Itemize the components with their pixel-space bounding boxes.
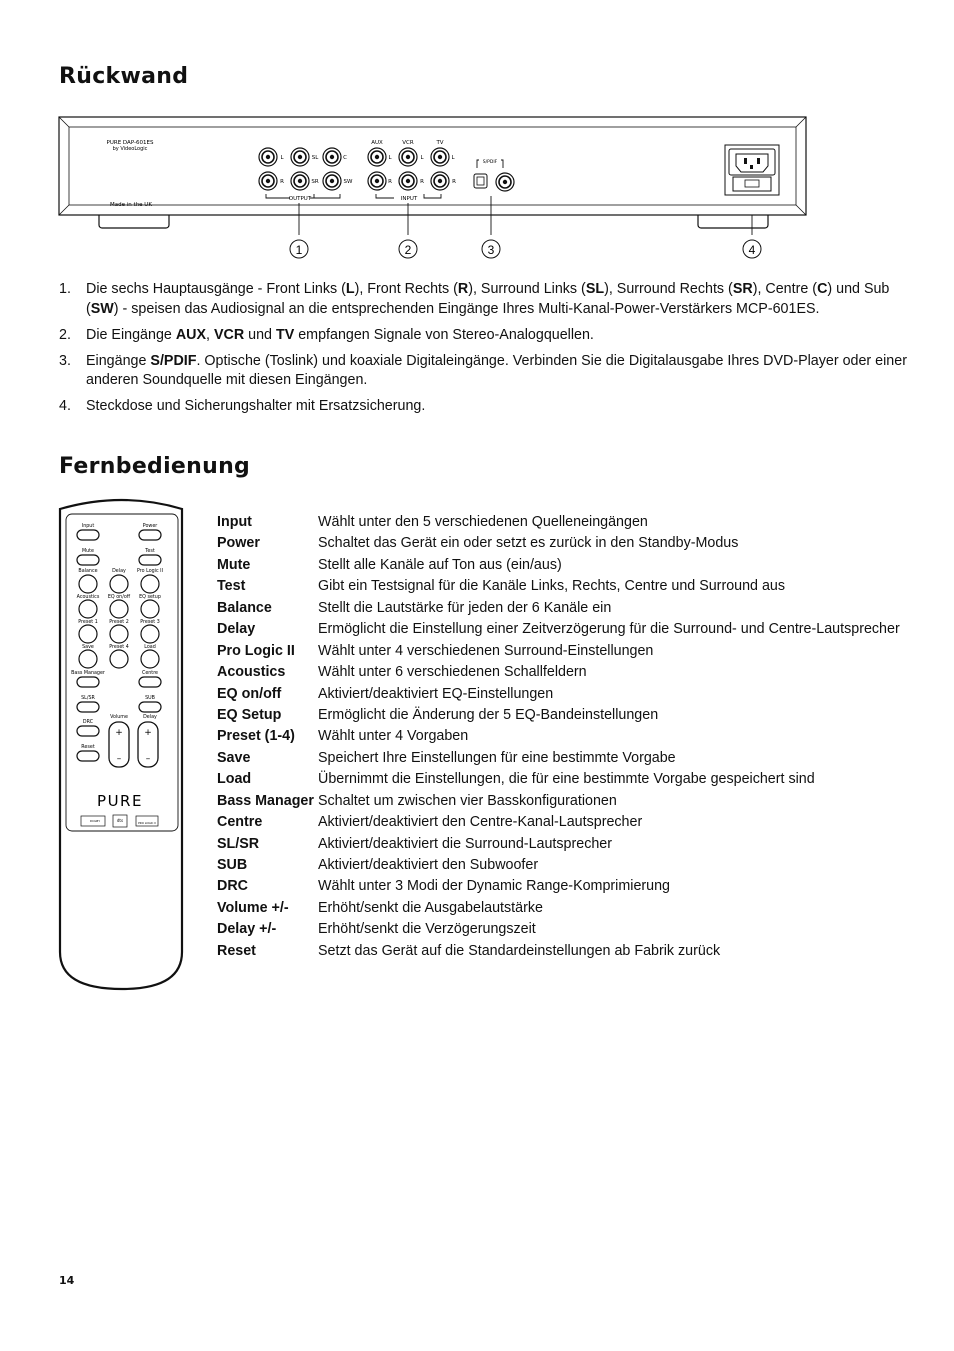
function-term: Balance <box>217 599 272 616</box>
output-label: OUTPUT <box>288 196 312 202</box>
remote-button-label: Test <box>145 549 155 554</box>
jack-label: L <box>451 155 455 161</box>
function-description: Wählt unter 4 verschiedenen Surround-Einstellungen <box>318 642 654 659</box>
panel-made-in-text: Made in the UK <box>110 202 152 208</box>
function-row <box>217 876 900 897</box>
sl-sr-button[interactable] <box>77 702 99 712</box>
function-term: Delay <box>217 621 256 638</box>
remote-button-label: Volume <box>110 715 128 720</box>
function-row <box>217 662 900 683</box>
function-row <box>217 684 900 705</box>
function-description: Wählt unter den 5 verschiedenen Quelleneingängen <box>318 514 648 530</box>
function-term: Power <box>217 535 260 552</box>
function-description: Aktiviert/deaktiviert den Centre-Kanal-Lautsprecher <box>318 814 643 831</box>
save-button[interactable] <box>79 650 97 668</box>
acoustics-button[interactable] <box>79 600 97 618</box>
remote-button-label: Reset <box>81 745 95 750</box>
jack-label: R <box>388 179 392 185</box>
list-item-number: 3. <box>59 352 71 369</box>
function-description: Setzt das Gerät auf die Standardeinstellungen ab Fabrik zurück <box>318 942 721 959</box>
aux-label: AUX <box>371 140 383 146</box>
remote-button-label: DRC <box>82 720 94 725</box>
page-number: 14 <box>59 1274 75 1287</box>
function-row <box>217 598 900 619</box>
panel-brand-text: PURE DAP-601ES <box>106 140 154 146</box>
function-row <box>217 834 900 855</box>
jack-tv-r <box>431 172 456 190</box>
list-item-emphasis: TV <box>275 326 295 343</box>
list-item-text <box>86 280 909 319</box>
function-row <box>217 812 900 833</box>
function-description: Wählt unter 4 Vorgaben <box>318 728 469 745</box>
function-row <box>217 576 900 597</box>
list-item-fragment: Die sechs Hauptausgänge - Front Links ( <box>86 281 346 297</box>
function-term: DRC <box>217 878 248 895</box>
plus-icon: + <box>144 728 152 738</box>
remote-button-label: Pro Logic II <box>136 569 164 574</box>
list-item-number: 1. <box>59 281 71 297</box>
preset-4-button[interactable] <box>110 650 128 668</box>
delay-button[interactable] <box>110 575 128 593</box>
list-item-text <box>86 326 909 346</box>
list-item <box>59 280 909 319</box>
function-term: Volume +/- <box>217 899 289 916</box>
jack-vcr-l <box>399 148 424 166</box>
function-description: Speichert Ihre Einstellungen für eine bestimmte Vorgabe <box>318 749 676 766</box>
rear-panel-list <box>59 280 909 423</box>
preset-3-button[interactable] <box>141 625 159 643</box>
function-term: Centre <box>217 814 263 831</box>
vcr-label: VCR <box>402 140 414 146</box>
jacks-group <box>259 148 514 191</box>
function-term: EQ Setup <box>217 706 282 723</box>
function-description: Stellt die Lautstärke für jeden der 6 Kanäle ein <box>318 599 612 616</box>
function-description: Übernimmt die Einstellungen, die für eine bestimmte Vorgabe gespeichert sind <box>318 771 815 788</box>
dolby-digital-logo: DOLBY <box>89 819 101 823</box>
list-item-text <box>86 397 909 417</box>
remote-button-label: Mute <box>81 549 95 554</box>
list-item-fragment: , <box>206 326 214 343</box>
remote-button-label: Preset 3 <box>140 620 160 625</box>
function-description: Schaltet um zwischen vier Basskonfigurationen <box>318 792 617 809</box>
svg-text:4: 4 <box>748 243 756 257</box>
function-description: Gibt ein Testsignal für die Kanäle Links, Rechts, Centre und Surround aus <box>318 578 786 595</box>
list-item <box>59 352 909 391</box>
list-item <box>59 397 909 417</box>
section-title-fernbedienung: Fernbedienung <box>59 454 251 479</box>
function-term: Load <box>217 771 252 788</box>
jack-label: R <box>280 179 284 185</box>
function-term: Acoustics <box>217 664 286 681</box>
reset-button[interactable] <box>77 751 99 761</box>
preset-1-button[interactable] <box>79 625 97 643</box>
panel-brand-subtext: by VideoLogic <box>112 146 148 152</box>
section-title-rueckwand: Rückwand <box>59 64 189 89</box>
remote-button-label: Preset 2 <box>109 620 129 625</box>
jack-output-c <box>323 148 347 166</box>
function-term: Preset (1-4) <box>217 728 295 745</box>
plus-icon: + <box>115 728 123 738</box>
remote-function-table <box>217 512 900 962</box>
callout-1 <box>290 240 308 258</box>
remote-button-label: Bass Manager <box>71 671 105 676</box>
list-item-emphasis: S/PDIF <box>150 352 197 369</box>
list-item <box>59 326 909 346</box>
jack-label: R <box>452 179 456 185</box>
list-item-fragment: empfangen Signale von Stereo-Analogquellen. <box>294 326 594 343</box>
remote-button-label: Preset 1 <box>78 620 98 625</box>
preset-2-button[interactable] <box>110 625 128 643</box>
function-row <box>217 855 900 876</box>
input-button[interactable] <box>77 530 99 540</box>
remote-button-label: SUB <box>145 696 155 701</box>
function-term: Delay +/- <box>217 921 277 938</box>
remote-button-label: Load <box>144 645 156 650</box>
jack-label: SL <box>311 155 319 161</box>
function-description: Schaltet das Gerät ein oder setzt es zurück in den Standby-Modus <box>318 535 739 552</box>
input-label: INPUT <box>400 196 418 202</box>
list-item-fragment: ), Surround Links ( <box>468 281 586 297</box>
volume-rocker[interactable] <box>109 722 129 767</box>
remote-control-diagram <box>57 497 187 992</box>
function-term: Test <box>217 578 246 595</box>
jack-label: C <box>343 155 347 161</box>
remote-button-label: EQ on/off <box>107 595 131 600</box>
list-item-emphasis: C <box>817 281 828 297</box>
jack-spdif-coaxial <box>496 173 514 191</box>
remote-button-label: SL/SR <box>81 696 95 701</box>
jack-label: R <box>420 179 424 185</box>
remote-brand-text: PURE <box>97 792 143 810</box>
jack-output-r <box>259 172 284 190</box>
function-description: Ermöglicht die Einstellung einer Zeitverzögerung für die Surround- und Centre-Lautsprecher <box>318 621 900 638</box>
list-item-emphasis: SW <box>90 300 114 317</box>
list-item-fragment: . Optische (Toslink) und koaxiale Digitaleingänge. Verbinden Sie die Digitalausgabe Ihres DVD-Player oder einer anderen Soundquelle mit diesen Eingängen. <box>86 352 907 388</box>
function-description: Wählt unter 3 Modi der Dynamic Range-Komprimierung <box>318 878 671 895</box>
list-item-fragment: Die Eingänge <box>86 326 176 343</box>
function-description: Aktiviert/deaktiviert den Subwoofer <box>318 857 539 873</box>
remote-button-label: Delay <box>112 569 126 574</box>
remote-button-label: Save <box>82 645 94 650</box>
function-row <box>217 619 900 640</box>
eq-on-off-button[interactable] <box>110 600 128 618</box>
list-item-fragment: Steckdose und Sicherungshalter mit Ersatzsicherung. <box>86 398 426 414</box>
tv-label: TV <box>436 140 444 146</box>
jack-output-l <box>259 148 284 166</box>
spdif-label: S/PDIF <box>482 160 498 165</box>
function-row <box>217 919 900 940</box>
function-term: Save <box>217 749 251 766</box>
function-term: Reset <box>217 942 256 959</box>
function-term: EQ on/off <box>217 685 282 702</box>
svg-text:3: 3 <box>487 243 495 257</box>
remote-button-label: Power <box>142 524 158 529</box>
dts-logo: dts <box>116 818 124 823</box>
list-item-emphasis: VCR <box>213 326 245 343</box>
function-term: Mute <box>217 556 251 573</box>
jack-label: SW <box>343 179 353 185</box>
function-description: Erhöht/senkt die Verzögerungszeit <box>318 921 536 938</box>
jack-aux-l <box>368 148 392 166</box>
list-item-number: 4. <box>59 398 71 414</box>
function-row <box>217 555 900 576</box>
function-row <box>217 705 900 726</box>
function-term: Input <box>217 514 252 530</box>
list-item-emphasis: AUX <box>175 326 207 343</box>
remote-buttons-group <box>71 523 163 767</box>
jack-vcr-r <box>399 172 424 190</box>
remote-button-label: Balance <box>78 569 98 574</box>
list-item-emphasis: R <box>457 281 469 297</box>
svg-text:1: 1 <box>295 243 303 257</box>
callout-3 <box>482 240 500 258</box>
function-term: SUB <box>217 857 248 873</box>
jack-label: L <box>280 155 284 161</box>
list-item-fragment: ), Surround Rechts ( <box>604 281 733 297</box>
function-term: Pro Logic II <box>217 642 295 659</box>
eq-setup-button[interactable] <box>141 600 159 618</box>
jack-output-sl <box>291 148 319 166</box>
function-row <box>217 898 900 919</box>
callout-2 <box>399 240 417 258</box>
delay-rocker[interactable] <box>138 722 158 767</box>
function-description: Aktiviert/deaktiviert EQ-Einstellungen <box>318 685 554 702</box>
function-row <box>217 941 900 962</box>
jack-label: SR <box>311 179 319 185</box>
function-row <box>217 769 900 790</box>
callouts-group <box>290 240 761 258</box>
function-row <box>217 641 900 662</box>
jack-label: L <box>420 155 424 161</box>
list-item-emphasis: SL <box>585 281 605 297</box>
minus-icon: – <box>145 754 151 764</box>
function-term: SL/SR <box>217 835 260 852</box>
function-description: Aktiviert/deaktiviert die Surround-Lautsprecher <box>318 835 613 852</box>
remote-button-label: Delay <box>143 715 157 720</box>
list-item-fragment: ) - speisen das Audiosignal an die entsprechenden Eingänge Ihres Multi-Kanal-Power-Verstärkers MCP-601ES. <box>113 300 820 317</box>
function-row <box>217 726 900 747</box>
list-item-fragment: Eingänge <box>86 352 151 369</box>
svg-text:2: 2 <box>404 243 412 257</box>
list-item-fragment: ) und Sub ( <box>86 281 890 317</box>
dolby-prologic-logo: PRO LOGIC II <box>138 821 156 825</box>
function-description: Ermöglicht die Änderung der 5 EQ-Bandeinstellungen <box>318 706 659 723</box>
sub-button[interactable] <box>139 702 161 712</box>
minus-icon: – <box>116 754 122 764</box>
list-item-emphasis: L <box>345 281 355 297</box>
function-row <box>217 791 900 812</box>
remote-button-label: Input <box>81 524 95 529</box>
jack-output-sr <box>291 172 319 190</box>
load-button[interactable] <box>141 650 159 668</box>
power-button[interactable] <box>139 530 161 540</box>
function-term: Bass Manager <box>217 792 314 809</box>
jack-output-sw <box>323 172 353 190</box>
list-item-text <box>86 352 909 391</box>
remote-button-label: EQ setup <box>139 595 161 600</box>
bass-manager-button[interactable] <box>77 677 99 687</box>
pro-logic-button[interactable] <box>141 575 159 593</box>
remote-button-label: Preset 4 <box>109 645 129 650</box>
test-button[interactable] <box>139 555 161 565</box>
list-item-emphasis: SR <box>732 281 753 297</box>
list-item-number: 2. <box>59 326 71 343</box>
remote-button-label: Centre <box>141 671 159 676</box>
function-row <box>217 512 900 533</box>
centre-button[interactable] <box>139 677 161 687</box>
list-item-fragment: ), Centre ( <box>752 281 818 297</box>
function-description: Erhöht/senkt die Ausgabelautstärke <box>318 899 543 916</box>
function-row <box>217 748 900 769</box>
function-description: Wählt unter 6 verschiedenen Schallfeldern <box>318 664 587 681</box>
remote-button-label: Acoustics <box>76 595 100 600</box>
function-description: Stellt alle Kanäle auf Ton aus (ein/aus) <box>318 556 562 573</box>
list-item-fragment: ), Front Rechts ( <box>354 281 458 297</box>
callout-4 <box>743 240 761 258</box>
drc-button[interactable] <box>77 726 99 736</box>
function-row <box>217 533 900 554</box>
jack-tv-l <box>431 148 455 166</box>
balance-button[interactable] <box>79 575 97 593</box>
jack-label: L <box>388 155 392 161</box>
mute-button[interactable] <box>77 555 99 565</box>
list-item-fragment: und <box>244 326 276 343</box>
jack-aux-r <box>368 172 392 190</box>
